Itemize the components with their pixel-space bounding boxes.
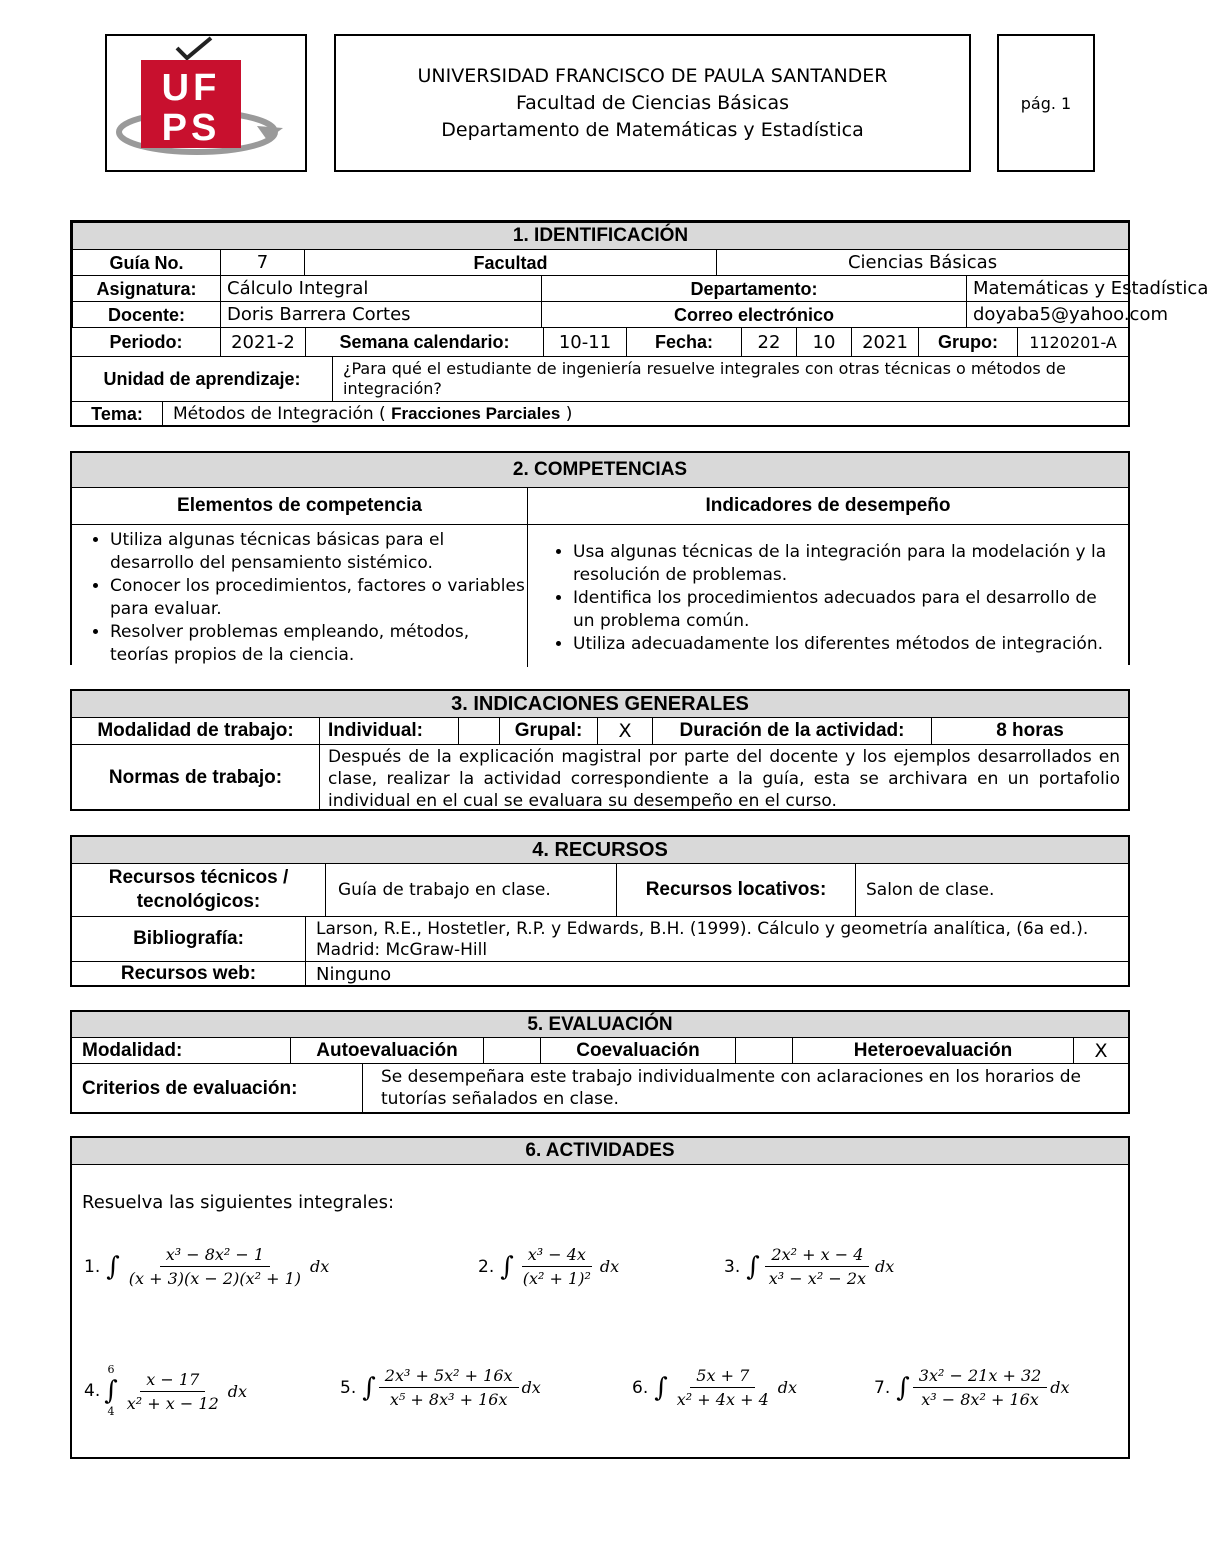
fraction: [121, 1370, 225, 1413]
docente-value: Doris Barrera Cortes: [221, 302, 542, 328]
bibliografia-label: Bibliografía:: [72, 917, 306, 961]
denominator: x⁵ + 8x³ + 16x: [389, 1390, 508, 1409]
elementos-title: Elementos de competencia: [72, 488, 528, 524]
actividades-intro: Resuelva las siguientes integrales:: [82, 1192, 395, 1213]
correo-label: Correo electrónico: [542, 302, 967, 328]
differential: dx: [777, 1378, 798, 1397]
semana-label: Semana calendario:: [306, 328, 544, 356]
section-recursos: [70, 835, 1130, 987]
semana-value: 10-11: [544, 328, 627, 356]
elemento-item: • Resolver problemas empleando, métodos, teorías propios de la ciencia.: [110, 621, 527, 667]
grupo-value: 1120201-A: [1029, 332, 1117, 352]
integral-sign-icon: ∫: [500, 1251, 514, 1282]
indicadores-list-container: [528, 525, 1128, 667]
periodo-row: [72, 328, 1128, 357]
problem-number: 3.: [724, 1256, 741, 1277]
individual-label: Individual:: [320, 718, 459, 744]
departamento-value: Matemáticas y Estadística: [967, 276, 1129, 302]
co-checkbox: [736, 1038, 793, 1063]
indicador-item: • Usa algunas técnicas de la integración para la modelación y la resolución de problemas.: [573, 541, 1118, 587]
bibliografia-value: Larson, R.E., Hostetler, R.P. y Edwards, B.H. (1999). Cálculo y geometría analítica, (6a ed.). Madrid: McGraw-Hill: [316, 919, 1089, 960]
problem-1: [84, 1245, 329, 1288]
page-number: pág. 1: [1020, 93, 1072, 113]
normas-label: Normas de trabajo:: [72, 745, 320, 811]
fraction: [763, 1245, 872, 1288]
fraction: [123, 1245, 307, 1288]
tema-value-bold: Fracciones Parciales: [391, 404, 561, 423]
individual-checkbox: [459, 718, 500, 744]
denominator: x² + x − 12: [126, 1393, 219, 1413]
integral-sign-icon: ∫: [106, 1251, 120, 1282]
periodo-value: 2021-2: [221, 328, 306, 356]
problem-number: 5.: [340, 1377, 357, 1398]
lower-limit: 4: [107, 1405, 115, 1418]
tecnicos-label: Recursos técnicos / tecnológicos:: [72, 864, 326, 916]
fraction: [379, 1366, 519, 1409]
problem-number: 7.: [874, 1377, 891, 1398]
web-value: Ninguno: [316, 963, 392, 985]
integral-sign-icon: ∫: [104, 1376, 118, 1406]
elemento-item: • Utiliza algunas técnicas básicas para el desarrollo del pensamiento sistémico.: [110, 529, 527, 575]
differential: dx: [875, 1257, 895, 1276]
section-identificacion: [70, 220, 1208, 427]
section-actividades: [70, 1136, 1130, 1459]
web-label: Recursos web:: [72, 962, 306, 986]
logo-text-bottom: PS: [161, 107, 221, 149]
locativos-value: Salon de clase.: [866, 880, 995, 900]
unidad-value: ¿Para qué el estudiante de ingeniería resuelve integrales con otras técnicas o métodos de integración?: [343, 359, 1066, 398]
integral-sign-icon: ∫: [896, 1372, 910, 1403]
normas-value: Después de la explicación magistral por parte del docente y los ejemplos desarrollados en clase, realizar la actividad correspondiente a la guía, esta se archivara en un portafolio individual en el cual se evaluara su desempeño en el curso.: [328, 747, 1120, 811]
section-evaluacion: [70, 1010, 1130, 1114]
problem-number: 4.: [84, 1381, 101, 1401]
departamento-label: Departamento:: [542, 276, 967, 302]
numerator: 5x + 7: [690, 1366, 755, 1388]
faculty-name: Facultad de Ciencias Básicas: [515, 91, 789, 114]
elemento-item: • Conocer los procedimientos, factores o variables para evaluar.: [110, 575, 527, 621]
correo-value: doyaba5@yahoo.com: [967, 302, 1129, 328]
asignatura-label: Asignatura:: [73, 276, 221, 302]
integral-sign-icon: ∫: [362, 1372, 376, 1403]
problem-5: [340, 1366, 541, 1409]
evaluacion-title: 5. EVALUACIÓN: [72, 1012, 1128, 1038]
asignatura-value: Cálculo Integral: [221, 276, 542, 302]
problem-3: [724, 1245, 894, 1288]
upper-limit: 6: [107, 1363, 115, 1376]
evaluacion-modalidad-label: Modalidad:: [72, 1038, 291, 1063]
tema-value-prefix: Métodos de Integración (: [173, 404, 386, 424]
integral-sign-icon: ∫: [654, 1372, 668, 1403]
criterios-value: Se desempeñara este trabajo individualmente con aclaraciones en los horarios de tutorías señalados en clase.: [381, 1067, 1081, 1109]
modalidad-trabajo-label: Modalidad de trabajo:: [72, 718, 320, 744]
criterios-label: Criterios de evaluación:: [72, 1064, 363, 1114]
hetero-label: Heteroevaluación: [793, 1038, 1074, 1063]
integral-sign-icon: ∫: [746, 1251, 760, 1282]
indicador-item: • Utiliza adecuadamente los diferentes métodos de integración.: [573, 633, 1118, 656]
denominator: x³ − 8x² + 16x: [921, 1390, 1039, 1409]
recursos-title: 4. RECURSOS: [72, 837, 1128, 864]
duracion-value: 8 horas: [996, 720, 1064, 741]
differential: dx: [599, 1257, 620, 1276]
section-indicaciones: [70, 689, 1130, 811]
section-competencias: [70, 451, 1130, 665]
logo-box: [105, 34, 307, 172]
fraction: [913, 1366, 1048, 1409]
elementos-list-container: [72, 525, 528, 667]
problem-6: [632, 1366, 797, 1409]
guia-label: Guía No.: [73, 250, 221, 276]
tema-label: Tema:: [72, 402, 163, 426]
identificacion-table: [72, 222, 1208, 328]
logo-text-top: UF: [161, 67, 221, 109]
tema-row: [72, 402, 1128, 426]
auto-checkbox: [484, 1038, 541, 1063]
numerator: x³ − 8x² − 1: [160, 1245, 270, 1267]
grupal-label: Grupal:: [500, 718, 598, 744]
indicaciones-title: 3. INDICACIONES GENERALES: [72, 691, 1128, 718]
elementos-list: [72, 529, 527, 667]
denominator: (x + 3)(x − 2)(x² + 1): [128, 1269, 301, 1288]
indicadores-title: Indicadores de desempeño: [705, 495, 951, 516]
problem-number: 1.: [84, 1256, 101, 1277]
problem-2: [478, 1245, 619, 1288]
problem-number: 6.: [632, 1377, 649, 1398]
tecnicos-value: Guía de trabajo en clase.: [326, 864, 617, 916]
facultad-label: Facultad: [305, 250, 717, 276]
actividades-title: 6. ACTIVIDADES: [72, 1138, 1128, 1165]
fraction: [671, 1366, 775, 1409]
numerator: 2x³ + 5x² + 16x: [379, 1366, 519, 1388]
header-title-box: [334, 34, 971, 172]
tema-value-suffix: ): [565, 404, 573, 424]
duracion-label: Duración de la actividad:: [653, 718, 932, 744]
fecha-label: Fecha:: [627, 328, 742, 356]
locativos-label: Recursos locativos:: [617, 864, 856, 916]
unidad-label: Unidad de aprendizaje:: [72, 357, 333, 401]
differential: dx: [310, 1257, 330, 1276]
problem-number: 2.: [478, 1256, 495, 1277]
fecha-dia: 22: [742, 328, 797, 356]
competencias-title: 2. COMPETENCIAS: [72, 453, 1128, 488]
grupo-label: Grupo:: [919, 328, 1018, 356]
differential: dx: [227, 1381, 248, 1401]
definite-integral: [104, 1364, 118, 1418]
docente-label: Docente:: [73, 302, 221, 328]
co-label: Coevaluación: [541, 1038, 736, 1063]
indicadores-list: [528, 541, 1128, 656]
denominator: x² + 4x + 4: [676, 1390, 769, 1409]
fraction: [517, 1245, 597, 1288]
identificacion-title: 1. IDENTIFICACIÓN: [73, 223, 1129, 250]
hetero-checkbox: X: [1094, 1039, 1108, 1062]
unidad-row: [72, 357, 1128, 402]
grupal-checkbox: X: [598, 718, 653, 744]
tema-value: [163, 402, 1128, 426]
facultad-value: Ciencias Básicas: [717, 250, 1129, 276]
university-logo: [107, 36, 305, 170]
fecha-anio: 2021: [852, 328, 919, 356]
denominator: (x² + 1)²: [522, 1269, 591, 1288]
differential: dx: [521, 1378, 541, 1397]
auto-label: Autoevaluación: [291, 1038, 484, 1063]
numerator: 2x² + x − 4: [765, 1245, 869, 1267]
fecha-mes: 10: [797, 328, 852, 356]
problem-4: [84, 1364, 247, 1418]
differential: dx: [1050, 1378, 1070, 1397]
department-name: Departamento de Matemáticas y Estadística: [441, 118, 864, 141]
indicador-item: • Identifica los procedimientos adecuados para el desarrollo de un problema común.: [573, 587, 1118, 633]
university-name: UNIVERSIDAD FRANCISCO DE PAULA SANTANDER: [417, 64, 888, 87]
guia-value: 7: [221, 250, 305, 276]
page-number-box: [997, 34, 1095, 172]
problem-7: [874, 1366, 1070, 1409]
denominator: x³ − x² − 2x: [768, 1269, 867, 1288]
numerator: x − 17: [140, 1370, 205, 1392]
numerator: x³ − 4x: [522, 1245, 592, 1267]
periodo-label: Periodo:: [72, 328, 221, 356]
numerator: 3x² − 21x + 32: [913, 1366, 1048, 1388]
